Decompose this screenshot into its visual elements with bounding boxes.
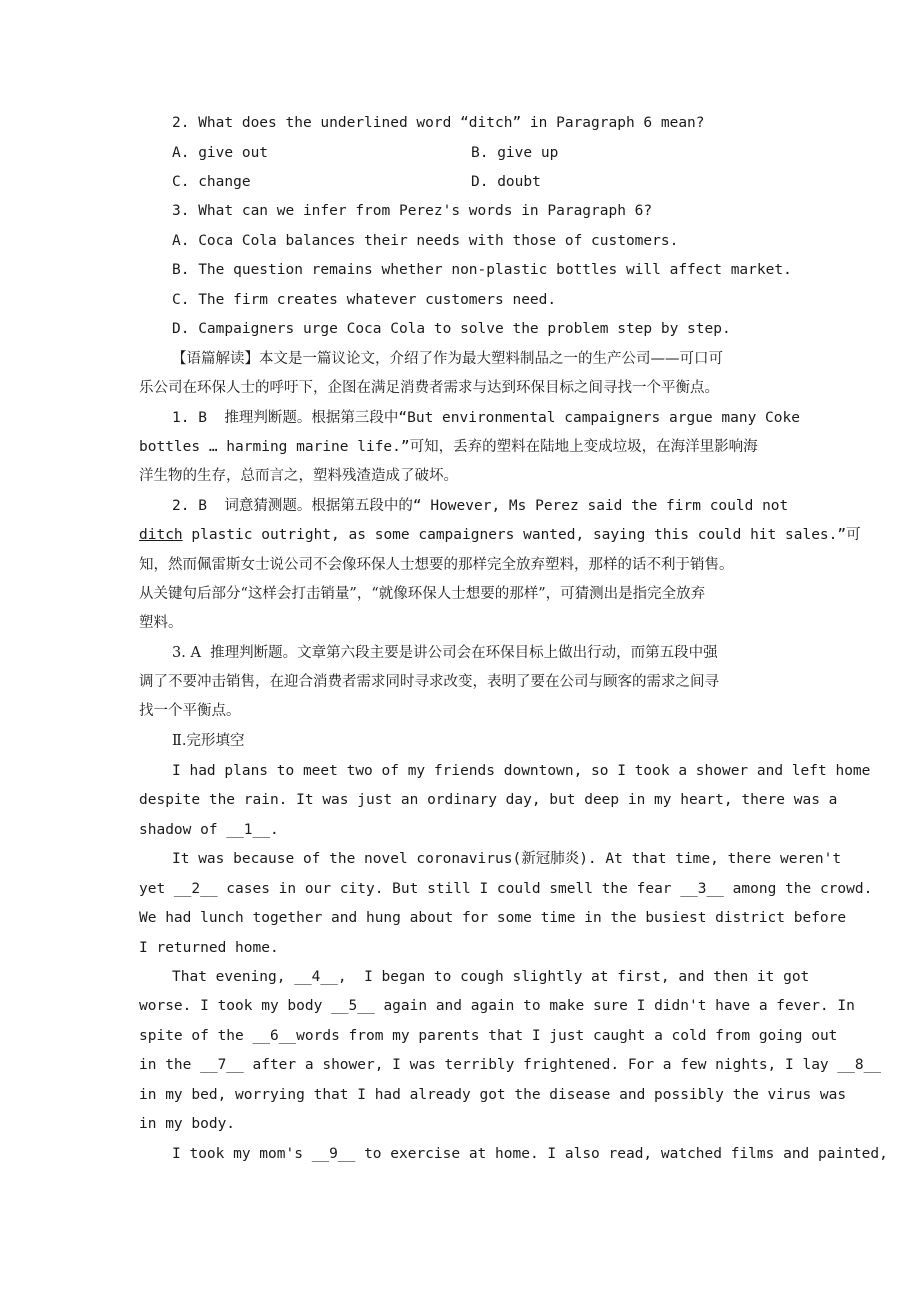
blank-3: __3__ [680, 881, 724, 897]
q2-option-b: B. give up [471, 145, 559, 161]
underlined-word-ditch: ditch [139, 527, 183, 543]
question-3-stem: 3. What can we infer from Perez's words in Paragraph 6? [172, 203, 653, 219]
blank-2: __2__ [173, 881, 218, 897]
cloze-p1-line-2: despite the rain. It was just an ordinary day, but deep in my heart, there was a [139, 792, 838, 808]
blank-8: __8__ [837, 1057, 882, 1073]
cloze-p2-line-3: We had lunch together and hung about for some time in the busiest district before [139, 910, 847, 926]
cloze-p1-line-3: shadow of __1__. [139, 822, 279, 838]
cloze-p3-line-1: That evening, __4__, I began to cough slightly at first, and then it got [172, 969, 810, 985]
answer-3-line-3: 找一个平衡点。 [139, 703, 241, 719]
answer-2-line-4: 从关键句后部分“这样会打击销量”，“就像环保人士想要的那样”，可猜测出是指完全放弃 [139, 586, 706, 602]
q2-option-c: C. change [172, 174, 251, 190]
blank-7: __7__ [200, 1057, 244, 1073]
q3-option-c: C. The firm creates whatever customers need. [172, 292, 557, 308]
blank-1: __1__ [226, 822, 270, 838]
blank-9: __9__ [311, 1146, 356, 1162]
answer-2-line-3: 知，然而佩雷斯女士说公司不会像环保人士想要的那样完全放弃塑料，那样的话不利于销售。 [139, 557, 734, 573]
blank-5: __5__ [331, 998, 375, 1014]
cloze-p3-line-6: in my body. [139, 1116, 236, 1132]
answer-1-line-3: 洋生物的生存，总而言之，塑料残渣造成了破坏。 [139, 468, 458, 484]
q2-option-d: D. doubt [471, 174, 541, 190]
answer-2-line-5: 塑料。 [139, 615, 183, 631]
q3-option-b: B. The question remains whether non-plastic bottles will affect market. [172, 262, 792, 278]
answer-1-line-2: bottles … harming marine life.”可知，丢弃的塑料在陆地上变成垃圾，在海洋里影响海 [139, 439, 758, 455]
cloze-p2-line-1: It was because of the novel coronavirus(新冠肺炎). At that time, there weren't [172, 851, 842, 867]
answer-3-line-1: 3. A 推理判断题。文章第六段主要是讲公司会在环保目标上做出行动，而第五段中强 [172, 645, 718, 661]
blank-6: __6__ [252, 1028, 297, 1044]
cloze-p3-line-4: in the __7__ after a shower, I was terribly frightened. For a few nights, I lay __8__ [139, 1057, 882, 1073]
cloze-p2-line-2: yet __2__ cases in our city. But still I could smell the fear __3__ among the crowd. [139, 881, 873, 897]
blank-4: __4__ [294, 969, 338, 985]
answer-1-line-1: 1. B 推理判断题。根据第三段中“But environmental campaigners argue many Coke [172, 410, 800, 426]
question-2-stem: 2. What does the underlined word “ditch” in Paragraph 6 mean? [172, 115, 705, 131]
cloze-p2-line-4: I returned home. [139, 940, 279, 956]
answer-2-line-1: 2. B 词意猜测题。根据第五段中的“ However, Ms Perez said the firm could not [172, 498, 789, 514]
cloze-p3-line-5: in my bed, worrying that I had already got the disease and possibly the virus was [139, 1087, 847, 1103]
cloze-heading: Ⅱ.完形填空 [172, 733, 245, 749]
cloze-p4-line-1: I took my mom's __9__ to exercise at home. I also read, watched films and painted, [172, 1146, 888, 1162]
answer-3-line-2: 调了不要冲击销售，在迎合消费者需求同时寻求改变，表明了要在公司与顾客的需求之间寻 [139, 674, 719, 690]
cloze-p3-line-2: worse. I took my body __5__ again and again to make sure I didn't have a fever. In [139, 998, 855, 1014]
analysis-intro-line-2: 乐公司在环保人士的呼吁下，企图在满足消费者需求与达到环保目标之间寻找一个平衡点。 [139, 380, 719, 396]
answer-2-line-2 [139, 525, 861, 545]
q3-option-a: A. Coca Cola balances their needs with those of customers. [172, 233, 679, 249]
q2-option-a: A. give out [172, 145, 269, 161]
analysis-intro-line-1: 【语篇解读】本文是一篇议论文，介绍了作为最大塑料制品之一的生产公司——可口可 [172, 351, 723, 367]
answer-2-line-2-rest: plastic outright, as some campaigners wanted, saying this could hit sales.”可 [182, 527, 861, 543]
q3-option-d: D. Campaigners urge Coca Cola to solve the problem step by step. [172, 321, 731, 337]
cloze-p1-line-1: I had plans to meet two of my friends downtown, so I took a shower and left home [172, 763, 871, 779]
cloze-p3-line-3: spite of the __6__words from my parents that I just caught a cold from going out [139, 1028, 838, 1044]
